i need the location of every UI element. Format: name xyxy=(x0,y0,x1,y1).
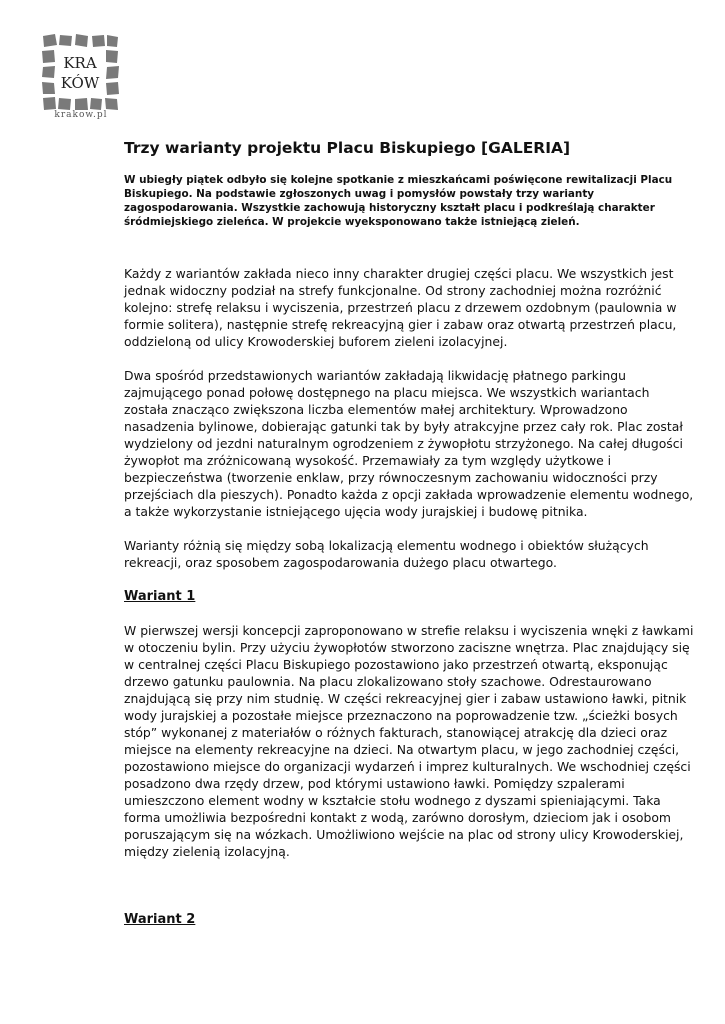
krakow-logo xyxy=(40,32,120,122)
logo-caption: krakow.pl xyxy=(54,110,108,120)
variant-2-heading: Wariant 2 xyxy=(124,912,196,927)
article xyxy=(124,138,694,928)
article-lead: W ubiegły piątek odbyło się kolejne spotkanie z mieszkańcami poświęcone rewitalizacji Placu Biskupiego. Na podstawie zgłoszonych uwag i pomysłów powstały trzy warianty zagospodarowania. Wszystkie zachowują historyczny kształt placu i podkreślają charakter śródmiejskiego zieleńca. W projekcie wyeksponowano także istniejącą zieleń. xyxy=(124,174,673,228)
paragraph: Każdy z wariantów zakłada nieco inny charakter drugiej części placu. We wszystkich jest jednak widoczny podział na strefy funkcjonalne. Od strony zachodniej można rozróżnić kolejno: strefę relaksu i wyciszenia, przestrzeń placu z drzewem ozdobnym (paulownia w formie solitera), następnie strefę rekreacyjną gier i zabaw oraz otwartą przestrzeń placu, oddzieloną od ulicy Krowoderskiej buforem zieleni izolacyjnej. xyxy=(124,266,677,349)
paragraph: Warianty różnią się między sobą lokalizacją elementu wodnego i obiektów służących rekreacji, oraz sposobem zagospodarowania dużego placu otwartego. xyxy=(124,538,649,570)
logo-text-line2: KÓW xyxy=(60,74,100,92)
logo-text-line1: KRA xyxy=(63,54,97,72)
variant-1-heading: Wariant 1 xyxy=(124,589,196,604)
paragraph: Dwa spośród przedstawionych wariantów zakładają likwidację płatnego parkingu zajmującego ponad połowę dostępnego na placu miejsca. We wszystkich wariantach została znacząco zwiększona liczba elementów małej architektury. Wprowadzono nasadzenia bylinowe, dobierając gatunki tak by były atrakcyjne przez cały rok. Plac został wydzielony od jezdni naturalnym ogrodzeniem z żywopłotu strzyżonego. Na całej długości żywopłot ma zróżnicowaną wysokość. Przemawiały za tym względy użytkowe i bezpieczeństwa (tworzenie enklaw, przy równoczesnym zachowaniu widoczności przy przejściach dla pieszych). Ponadto każda z opcji zakłada wprowadzenie elementu wodnego, a także wykorzystanie istniejącego ujęcia wody jurajskiej i budowę pitnika. xyxy=(124,368,694,519)
logo-tiles xyxy=(42,34,119,110)
article-title: Trzy warianty projektu Placu Biskupiego [GALERIA] xyxy=(124,139,571,157)
variant-1-text: W pierwszej wersji koncepcji zaproponowano w strefie relaksu i wyciszenia wnęki z ławkami w otoczeniu bylin. Przy użyciu żywopłotów stworzono zaciszne wnętrza. Plac znajdujący się w centralnej części Placu Biskupiego pozostawiono jako przestrzeń otwartą, eksponując drzewo gatunku paulownia. Na placu zlokalizowano stoły szachowe. Odrestaurowano znajdującą się przy nim studnię. W części rekreacyjnej gier i zabaw ustawiono ławki, pitnik wody jurajskiej a pozostałe miejsce przeznaczono na poprowadzenie tzw. „ścieżki bosych stóp” wykonanej z materiałów o różnych fakturach, stanowiącej atrakcję dla dzieci oraz miejsce na elementy rekreacyjne na dzieci. Na otwartym placu, w jego zachodniej części, pozostawiono miejsce do organizacji wydarzeń i imprez kulturalnych. We wschodniej części posadzono dwa rzędy drzew, pod którymi ustawiono ławki. Pomiędzy szpalerami umieszczono element wodny w kształcie stołu wodnego z dyszami spieniającymi. Taka forma umożliwia bezpośredni kontakt z wodą, zarówno dorosłym, dzieciom jak i osobom poruszającym się na wózkach. Umożliwiono wejście na plac od strony ulicy Krowoderskiej, między zielenią izolacyjną. xyxy=(124,623,694,859)
